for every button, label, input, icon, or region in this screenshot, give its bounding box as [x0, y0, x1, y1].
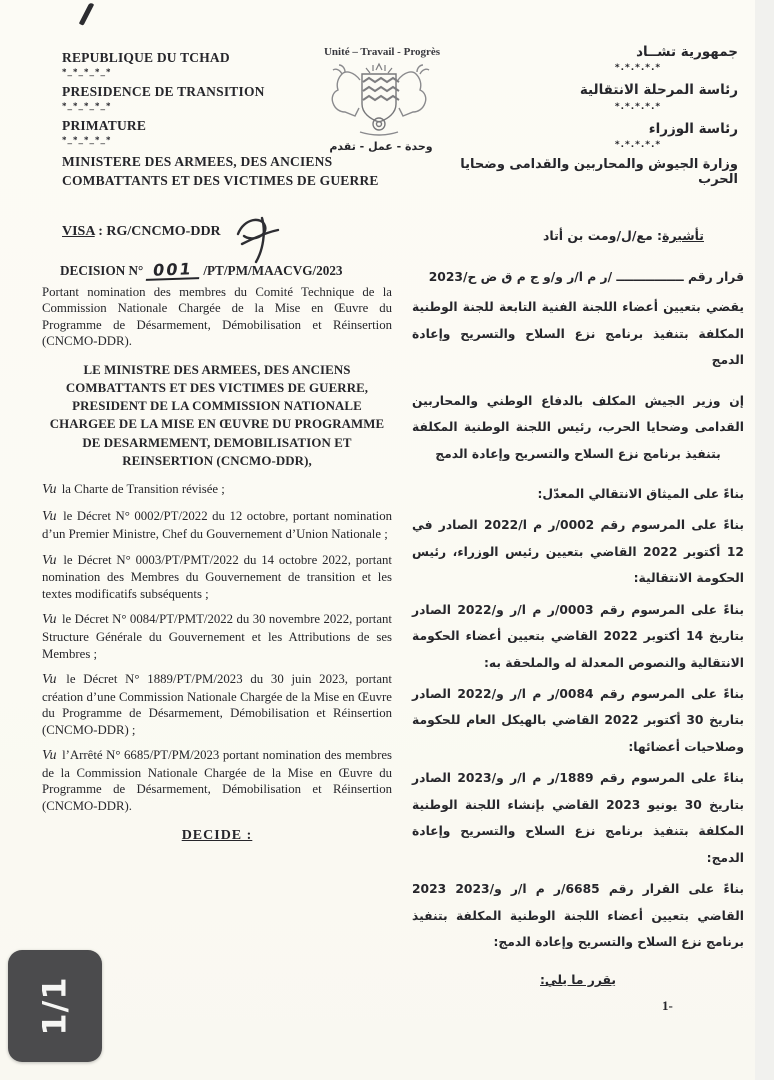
- vu-text: le Décret N° 0002/PT/2022 du 12 octobre, portant nomination d’un Premier Ministre, Chef du Gouvernement d’Union Nationale ;: [42, 509, 392, 542]
- basis-clause-arabic: بناءً على المرسوم رقم 0084/ر م ا/ر و/2022 الصادر بتاريخ 30 أكتوبر 2022 القاضي بالهيكل العام للحكومة وصلاحيات أعضائها:: [412, 687, 744, 754]
- basis-clause-arabic: بناءً على المرسوم رقم 0002/ر م ا/2022 الصادر في 12 أكتوبر 2022 القاضي بتعيين رئيس الوزراء، رئيس الحكومة الانتقالية:: [412, 518, 744, 586]
- scan-edge-strip: [755, 0, 774, 1080]
- page-count-badge[interactable]: [8, 950, 102, 1062]
- vu-label: Vu: [42, 747, 57, 763]
- basis-clause-arabic: بناءً على المرسوم رقم 1889/ر م ا/ر و/2023 الصادر بتاريخ 30 يونيو 2023 القاضي بإنشاء اللجنة الوطنية المكلفة بتنفيذ برنامج نزع السلاح والتسريح وإعادة الدمج:: [412, 771, 744, 865]
- vu-clause: [42, 552, 392, 603]
- vu-text: le Décret N° 1889/PT/PM/2023 du 30 juin 2023, portant création d’une Commission Nationale Chargée de la Mise en Œuvre du Programme de Désarmement, Démobilisation et Réinsertion (CNCMO-DDR) ;: [42, 671, 392, 737]
- page-number-marker: 1-: [662, 998, 673, 1013]
- decision-prefix: DECISION N°: [60, 263, 144, 278]
- basis-clause-arabic: بناءً على المرسوم رقم 0003/ر م ا/ر و/2022 الصادر بتاريخ 14 أكتوبر 2022 القاضي بتعيين أعضاء الحكومة الانتقالية والنصوص المعدلة له والملحقة به:: [412, 602, 744, 670]
- primature-title: PRIMATURE: [62, 118, 147, 133]
- vu-label: Vu: [42, 671, 57, 687]
- minister-title-block: LE MINISTRE DES ARMEES, DES ANCIENS COMBATTANTS ET DES VICTIMES DE GUERRE, PRESIDENT DE LA COMMISSION NATIONALE CHARGEE DE LA MISE EN ŒUVRE DU PROGRAMME DE DESARMEMENT, DEMOBILISATION ET REINSERTION (CNCMO-DDR),: [49, 362, 385, 469]
- visa-value-arabic: : مع/ل/ومت بن أتاد: [542, 228, 663, 243]
- separator: *.*.*.*.*: [614, 139, 662, 150]
- decision-subject-arabic: يقضي بتعيين أعضاء اللجنة الفنية التابعة للجنة الوطنية المكلفة بتنفيذ برنامج نزع السلاح والتسريح وإعادة الدمج: [412, 300, 744, 368]
- decision-heading-arabic: قرار رقم ــــــــــــــــ /ر م ا/ر و/و ج م ق ض ح/2023: [428, 270, 744, 284]
- vu-label: Vu: [42, 612, 57, 628]
- vu-clause: [42, 671, 392, 738]
- basis-clause-arabic: بناءً على الميثاق الانتقالي المعدّل:: [537, 486, 744, 501]
- french-column: [42, 259, 393, 845]
- separator: *_*_*_*_*: [62, 135, 112, 145]
- vu-text: la Charte de Transition révisée ;: [61, 482, 225, 497]
- vu-label: Vu: [42, 552, 57, 568]
- vu-label: Vu: [42, 482, 57, 498]
- vu-text: le Décret N° 0084/PT/PMT/2022 du 30 novembre 2022, portant Structure Générale du Gouvernement et les Attributions de ses Membres ;: [42, 612, 392, 661]
- visa-line-french: [62, 224, 221, 240]
- signature-paraph: [232, 214, 284, 266]
- vu-clause: [42, 611, 392, 662]
- ministry-title-french: MINISTERE DES ARMEES, DES ANCIENS COMBATTANTS ET DES VICTIMES DE GUERRE: [62, 154, 379, 188]
- national-motto-arabic: وحدة - عمل - تقدم: [329, 140, 433, 153]
- ministry-title-arabic: وزارة الجيوش والمحاربين والقدامى وضحايا الحرب: [460, 156, 738, 187]
- vu-text: le Décret N° 0003/PT/PMT/2022 du 14 octobre 2022, portant nomination des Membres du Gouvernement de transition et les textes modificatifs subséquents ;: [42, 552, 392, 601]
- presidency-title-arabic: رئاسة المرحلة الانتقالية: [579, 82, 738, 99]
- page-count-label: 1/1: [36, 976, 74, 1036]
- national-motto-french: Unité – Travail - Progrès: [323, 46, 441, 58]
- vu-label: Vu: [42, 509, 57, 525]
- vu-clause: [42, 747, 392, 814]
- decision-suffix: /PT/PM/MAACVG/2023: [203, 263, 343, 278]
- visa-line-arabic: [543, 228, 704, 243]
- separator: *.*.*.*.*: [614, 101, 662, 112]
- vu-text: l’Arrêté N° 6685/PT/PM/2023 portant nomination des membres de la Commission Nationale Chargée de la Mise en Œuvre du Programme de Désarmement, Démobilisation et Réinsertion (CNCMO-DDR).: [42, 747, 393, 813]
- decision-heading: [60, 259, 392, 280]
- separator: *.*.*.*.*: [614, 63, 662, 74]
- separator: *_*_*_*_*: [62, 101, 112, 111]
- presidency-title: PRESIDENCE DE TRANSITION: [62, 84, 265, 99]
- decision-number-handwritten: 001: [145, 261, 201, 281]
- vu-clause: [42, 481, 392, 499]
- minister-title-block-arabic: إن وزير الجيش المكلف بالدفاع الوطني والمحاربين القدامى وضحايا الحرب، رئيس اللجنة الوطنية المكلفة بتنفيذ برنامج نزع السلاح والتسريح وإعادة الدمج: [412, 393, 744, 461]
- pen-mark: [79, 2, 94, 26]
- republic-title-arabic: جمهورية تشــاد: [636, 44, 738, 60]
- arabic-column: [412, 266, 744, 994]
- basis-clause-arabic: بناءً على القرار رقم 6685/ر م ا/ر و/2023 2023 القاضي بتعيين أعضاء اللجنة الوطنية المكلفة بتنفيذ برنامج نزع السلاح والتسريح وإعادة الدمج:: [412, 882, 744, 949]
- republic-title: REPUBLIQUE DU TCHAD: [62, 50, 230, 65]
- visa-label-arabic: تأشيرة: [662, 228, 704, 243]
- header-french-block: [62, 50, 322, 152]
- separator: *_*_*_*_*: [62, 67, 112, 77]
- primature-title-arabic: رئاسة الوزراء: [648, 120, 738, 137]
- decision-subject: Portant nomination des membres du Comité Technique de la Commission Nationale Chargée de la Mise en Œuvre du Programme de Désarmement, Démobilisation et Réinsertion (CNCMO-DDR).: [42, 285, 392, 349]
- visa-label: VISA: [62, 224, 95, 239]
- vu-clause: [42, 508, 392, 542]
- decide-heading: DECIDE :: [181, 827, 253, 843]
- visa-value: : RG/CNCMO-DDR: [94, 224, 221, 239]
- header-arabic-block: [418, 42, 738, 187]
- decide-heading-arabic: يقرر ما يلي:: [540, 973, 616, 988]
